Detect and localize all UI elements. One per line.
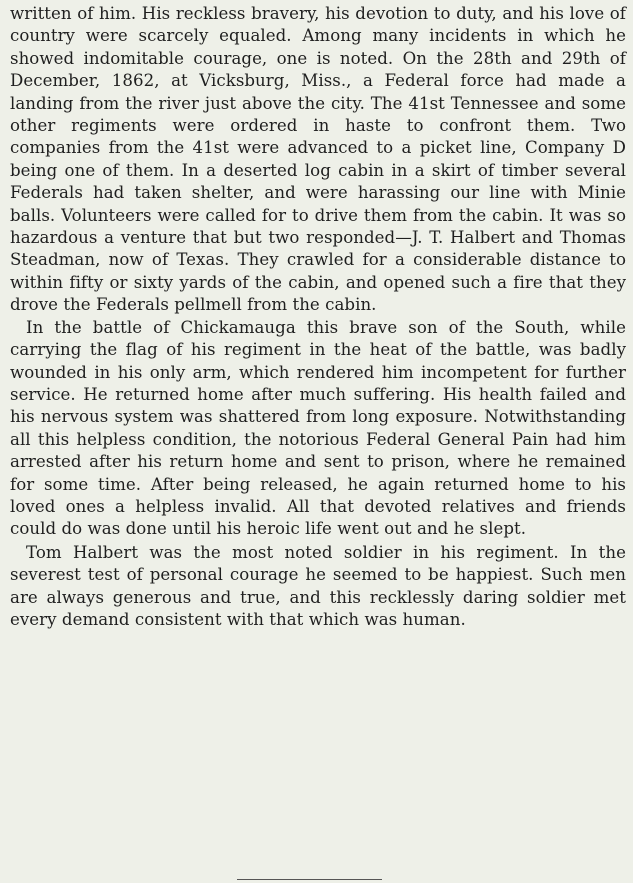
document-page xyxy=(10,3,626,631)
section-divider xyxy=(237,879,382,880)
paragraph-tom-halbert: Tom Halbert was the most noted soldier in his regiment. In the severest test of personal courage he seemed to be happiest. Such men are always generous and true, and this recklessly daring soldier met every demand consistent with that which was human. xyxy=(10,542,626,629)
paragraph-vicksburg: written of him. His reckless bravery, his devotion to duty, and his love of country were scarcely equaled. Among many incidents in which he showed indomitable courage, one is noted. On the 28th and 29th of December, 1862, at Vicksburg, Miss., a Federal force had made a landing from the river just above the city. The 41st Tennessee and some other regiments were ordered in haste to confront them. Two companies from the 41st were advanced to a picket line, Company D being one of them. In a deserted log cabin in a skirt of timber several Federals had taken shelter, and were harassing our line with Minie balls. Volunteers were called for to drive them from the cabin. It was so hazardous a venture that but two responded—J. T. Halbert and Thomas Steadman, now of Texas. They crawled for a considerable distance to within fifty or sixty yards of the cabin, and opened such a fire that they drove the Federals pellmell from the cabin. xyxy=(10,4,626,315)
paragraph-chickamauga: In the battle of Chickamauga this brave son of the South, while carrying the flag of his regiment in the heat of the battle, was badly wounded in his only arm, which rendered him incompetent for further service. He returned home after much suffering. His health failed and his nervous system was shattered from long exposure. Notwithstanding all this helpless condition, the notorious Federal General Pain had him arrested after his return home and sent to prison, where he remained for some time. After being released, he again returned home to his loved ones a helpless invalid. All that devoted relatives and friends could do was done until his heroic life went out and he slept. xyxy=(10,317,626,539)
